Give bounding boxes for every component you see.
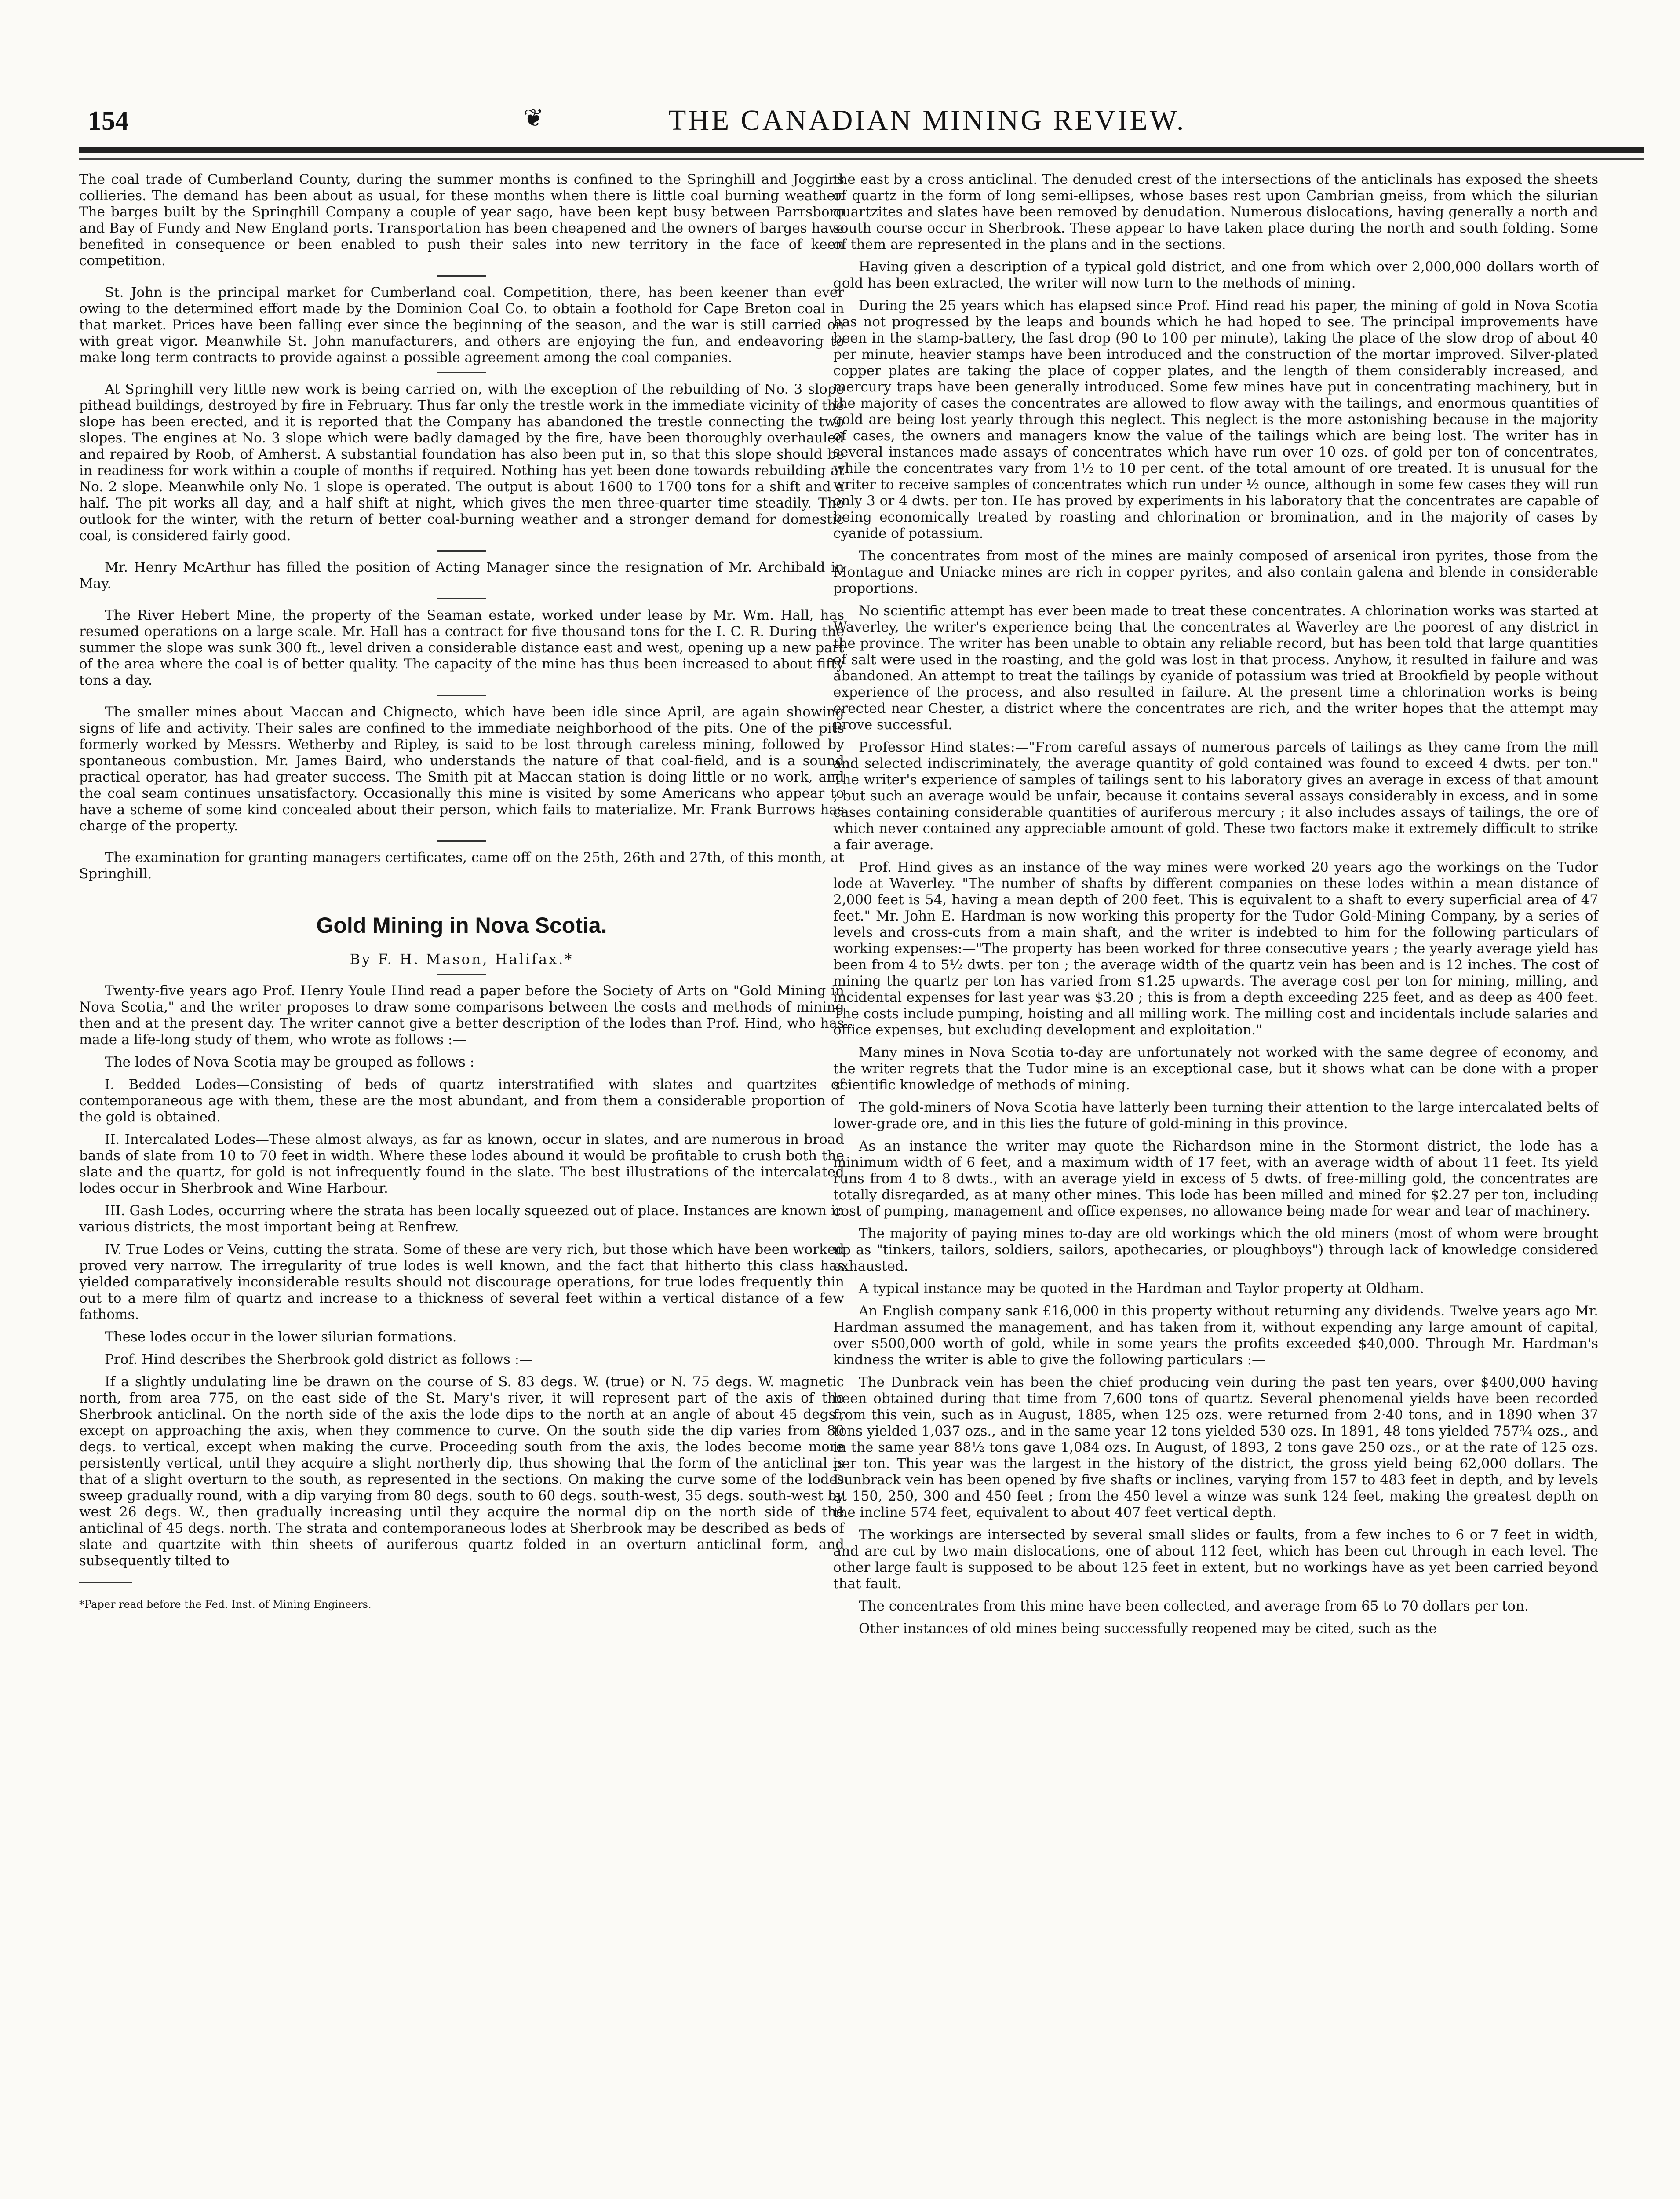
journal-title: THE CANADIAN MINING REVIEW. xyxy=(668,104,1186,136)
footnote: *Paper read before the Fed. Inst. of Mining Engineers. xyxy=(79,1598,372,1611)
right-column xyxy=(833,172,1598,1643)
paragraph: If a slightly undulating line be drawn on the course of S. 83 degs. W. (true) or N. 75 degs. W. magnetic north, from area 775, on the east side of the St. Mary's river, it will represent part of the axis of the Sherbrook anticlinal. On the north side of the axis the lode dips to the north at an angle of about 45 degs., except on approaching the axis, when they commence to curve. On the south side the dip varies from 80 degs. to vertical, except when making the curve. Proceeding south from the axis, the lodes become more persistently vertical, until they acquire a slight northerly dip, thus showing that the form of the anticlinal is that of a slight overturn to the south, as represented in the sections. On making the curve some of the lodes sweep gradually round, with a dip varying from 80 degs. south to 60 degs. south-west, 35 degs. south-west by west 26 degs. W., then gradually increasing until they acquire the normal dip on the north side of the anticlinal of 45 degs. north. The strata and contemporaneous lodes at Sherbrook may be described as beds of slate and quartzite with thin sheets of auriferous quartz folded in an overturn anticlinal form, and subsequently tilted to xyxy=(79,1374,844,1569)
paragraph: The examination for granting managers certificates, came off on the 25th, 26th and 27th, of this month, at Springhill. xyxy=(79,850,844,882)
paragraph: The Dunbrack vein has been the chief producing vein during the past ten years, over $400,000 having been obtained during that time from 7,600 tons of quartz. Several phenomenal yields have been recorded from this vein, such as in August, 1885, when 125 ozs. were returned from 2·40 tons, and in 1890 when 37 tons yielded 1,037 ozs., and in the same year 12 tons yielded 530 ozs. In 1891, 48 tons yielded 757¾ ozs., and in the same year 88½ tons gave 1,084 ozs. In August, of 1893, 2 tons gave 250 ozs., or at the rate of 125 ozs. per ton. This year was the largest in the history of the district, the gross yield being 62,000 dollars. The Dunbrack vein has been opened by five shafts or inclines, varying from 157 to 483 feet in depth, and by levels at 150, 250, 300 and 450 feet ; from the 450 level a winze was sunk 124 feet, making the greatest depth on the incline 574 feet, equivalent to about 407 feet vertical depth. xyxy=(833,1374,1598,1520)
header-rule-thin xyxy=(79,158,1644,160)
paragraph: II. Intercalated Lodes—These almost always, as far as known, occur in slates, and are numerous in broad bands of slate from 10 to 70 feet in width. Where these lodes abound it would be profitable to crush both the slate and the quartz, for gold is not infrequently found in the slate. The best illustrations of the intercalated lodes occur in Sherbrook and Wine Harbour. xyxy=(79,1132,844,1196)
paragraph: The gold-miners of Nova Scotia have latterly been turning their attention to the large intercalated belts of lower-grade ore, and in this lies the future of gold-mining in this province. xyxy=(833,1100,1598,1132)
footnote-rule xyxy=(79,1582,132,1583)
paragraph: The concentrates from most of the mines are mainly composed of arsenical iron pyrites, those from the Montague and Uniacke mines are rich in copper pyrites, and also contain galena and blende in considerable proportions. xyxy=(833,548,1598,596)
paragraph: IV. True Lodes or Veins, cutting the strata. Some of these are very rich, but those which have been worked proved very narrow. The irregularity of true lodes is well known, and the fact that hitherto this class has yielded comparatively inconsiderable results should not discourage operations, for true lodes frequently thin out to a mere film of quartz and increase to a thickness of several feet within a vertical distance of a few fathoms. xyxy=(79,1242,844,1322)
paragraph: Other instances of old mines being successfully reopened may be cited, such as the xyxy=(859,1621,1437,1636)
section-divider xyxy=(437,695,486,696)
paragraph: During the 25 years which has elapsed since Prof. Hind read his paper, the mining of gold in Nova Scotia has not progressed by the leaps and bounds which he had hoped to see. The principal improvements have been in the stamp-battery, the fast drop (90 to 100 per minute), taking the place of the slow drop of about 40 per minute, heavier stamps have been introduced and the construction of the mortar improved. Silver-plated copper plates are taking the place of copper plates, and the length of them considerably increased, and mercury traps have been generally introduced. Some few mines have put in concentrating machinery, but in the majority of cases the concentrates are allowed to flow away with the tailings, and enormous quantities of gold are being lost yearly through this neglect. This neglect is the more astonishing because in the majority of cases, the owners and managers know the value of the tailings which are being lost. The writer has in several instances made assays of concentrates which have run over 10 ozs. of gold per ton of concentrates, while the concentrates vary from 1½ to 10 per cent. of the total amount of ore treated. It is unusual for the writer to receive samples of concentrates which run under ½ ounce, although in some few cases they will run only 3 or 4 dwts. per ton. He has proved by experiments in his laboratory that the concentrates are capable of being economically treated by roasting and chlorination or bromination, and in the majority of cases by cyanide of potassium. xyxy=(833,298,1598,541)
article-byline: By F. H. Mason, Halifax.* xyxy=(350,951,574,968)
section-divider xyxy=(437,275,486,277)
left-column xyxy=(79,172,844,1613)
paragraph: As an instance the writer may quote the Richardson mine in the Stormont district, the lode has a minimum width of 6 feet, and a maximum width of 17 feet, with an average width of about 11 feet. Its yield runs from 4 to 8 dwts., with an average yield in excess of 5 dwts. of free-milling gold, the concentrates are totally disregarded, as at many other mines. This lode has been milled and mined for $2.27 per ton, including cost of pumping, management and office expenses, no allowance being made for wear and tear of machinery. xyxy=(833,1138,1598,1219)
section-divider xyxy=(437,550,486,552)
paragraph: The concentrates from this mine have been collected, and average from 65 to 70 dollars per ton. xyxy=(859,1598,1529,1614)
paragraph: These lodes occur in the lower silurian formations. xyxy=(105,1329,457,1345)
page-header xyxy=(79,92,1618,141)
paragraph: The workings are intersected by several small slides or faults, from a few inches to 6 or 7 feet in width, and are cut by two main dislocations, one of about 112 feet, which has been cut through in each level. The other large fault is supposed to be about 125 feet in extent, but no workings have as yet been carried beyond that fault. xyxy=(833,1527,1598,1592)
paragraph: The coal trade of Cumberland County, during the summer months is confined to the Springhill and Joggins collieries. The demand has been about as usual, for these months when there is little coal burning weather. The barges built by the Springhill Company a couple of year sago, have been kept busy between Parrsboro and Bay of Fundy and New England ports. Transportation has been cheapened and the owners of barges have benefited in consequence or been enabled to push their sales into new territory in the face of keen competition. xyxy=(79,172,844,269)
header-rule xyxy=(79,147,1644,153)
paragraph: An English company sank £16,000 in this property without returning any dividends. Twelve years ago Mr. Hardman assumed the management, and has taken from it, without expending any large amount of capital, over $500,000 worth of gold, while in some years the profits exceeded $40,000. Through Mr. Hardman's kindness the writer is able to give the following particulars :— xyxy=(833,1303,1598,1368)
paragraph: Prof. Hind gives as an instance of the way mines were worked 20 years ago the workings on the Tudor lode at Waverley. "The number of shafts by different companies on these lodes within a mean distance of 2,000 feet is 54, having a mean depth of 200 feet. This is equivalent to a shaft to every superficial area of 47 feet." Mr. John E. Hardman is now working this property for the Tudor Gold-Mining Company, by a series of levels and cross-cuts from a main shaft, and the writer is indebted to him for the following particulars of working expenses:—"The property has been worked for three consecutive years ; the yearly average yield has been from 4 to 5½ dwts. per ton ; the average width of the quartz vein has been and is 12 inches. The cost of mining the quartz per ton has varied from $1.25 upwards. The average cost per ton for mining, milling, and incidental expenses for last year was $3.20 ; this is from a depth exceeding 225 feet, and as deep as 400 feet. The costs include pumping, hoisting and all milling work. The milling cost and incidentals include salaries and office expenses, but excluding development and exploitation." xyxy=(833,859,1598,1038)
article-title: Gold Mining in Nova Scotia. xyxy=(316,913,607,938)
paragraph: A typical instance may be quoted in the Hardman and Taylor property at Oldham. xyxy=(859,1281,1424,1297)
paragraph: No scientific attempt has ever been made to treat these concentrates. A chlorination works was started at Waverley, the writer's experience being that the concentrates at Waverley are the poorest of any district in the province. The writer has been unable to obtain any reliable record, but has been told that large quantities of salt were used in the roasting, and the gold was lost in that process. Anyhow, it resulted in failure and was abandoned. An attempt to treat the tailings by cyanide of potassium was tried at Brookfield by people without experience of the process, and also resulted in failure. At the present time a chlorination works is being erected near Chester, a district where the concentrates are rich, and the writer hopes that the attempt may prove successful. xyxy=(833,603,1598,733)
section-divider xyxy=(437,598,486,599)
paragraph: The smaller mines about Maccan and Chignecto, which have been idle since April, are again showing signs of life and activity. Their sales are confined to the immediate neighborhood of the pits. One of the pits formerly worked by Messrs. Wetherby and Ripley, is said to be lost through careless mining, followed by spontaneous combustion. Mr. James Baird, who understands the nature of that coal-field, and is a sound practical operator, has had greater success. The Smith pit at Maccan station is doing little or no work, and the coal seam continues unsatisfactory. Occasionally this mine is visited by some Americans who appear to have a scheme of some kind concealed about their person, which fails to materialize. Mr. Frank Burrows has charge of the property. xyxy=(79,704,844,834)
paragraph: St. John is the principal market for Cumberland coal. Competition, there, has been keener than ever owing to the determined effort made by the Dominion Coal Co. to obtain a foothold for Cape Breton coal in that market. Prices have been falling ever since the beginning of the season, and the war is still carried on with great vigor. Meanwhile St. John manufacturers, and others are enjoying the fun, and endeavoring to make long term contracts to provide against a possible agreement among the coal companies. xyxy=(79,285,844,365)
ornament-icon: ❦ xyxy=(523,104,544,132)
paragraph: The lodes of Nova Scotia may be grouped as follows : xyxy=(105,1054,475,1070)
paragraph: Mr. Henry McArthur has filled the position of Acting Manager since the resignation of Mr. Archibald in May. xyxy=(79,559,844,592)
paragraph: Professor Hind states:—"From careful assays of numerous parcels of tailings as they came from the mill and selected indiscriminately, the average quantity of gold contained was found to exceed 4 dwts. per ton." The writer's experience of samples of tailings sent to his laboratory gives an average in excess of that amount ; but such an average would be unfair, because it contains several assays considerably in excess, and in some cases containing considerable quantities of auriferous mercury ; it also includes assays of tailings, the ore of which never contained any appreciable amount of gold. These two factors make it extremely difficult to strike a fair average. xyxy=(833,739,1598,853)
paragraph: Twenty-five years ago Prof. Henry Youle Hind read a paper before the Society of Arts on "Gold Mining in Nova Scotia," and the writer proposes to draw some comparisons between the costs and methods of mining then and at the present day. The writer cannot give a better description of the lodes than Prof. Hind, who has made a life-long study of them, who wrote as follows :— xyxy=(79,983,844,1048)
paragraph: The majority of paying mines to-day are old workings which the old miners (most of whom were brought up as "tinkers, tailors, soldiers, sailors, apothecaries, or ploughboys") through lack of knowledge considered exhausted. xyxy=(833,1226,1598,1274)
paragraph: III. Gash Lodes, occurring where the strata has been locally squeezed out of place. Instances are known in various districts, the most important being at Renfrew. xyxy=(79,1203,844,1235)
paragraph: Prof. Hind describes the Sherbrook gold district as follows :— xyxy=(105,1352,533,1367)
paragraph: The River Hebert Mine, the property of the Seaman estate, worked under lease by Mr. Wm. Hall, has resumed operations on a large scale. Mr. Hall has a contract for five thousand tons for the I. C. R. During the summer the slope was sunk 300 ft., level driven a considerable distance east and west, opening up a new part of the area where the coal is of better quality. The capacity of the mine has thus been increased to about fifty tons a day. xyxy=(79,607,844,688)
section-divider xyxy=(437,840,486,842)
paragraph: Many mines in Nova Scotia to-day are unfortunately not worked with the same degree of economy, and the writer regrets that the Tudor mine is an exceptional case, but it shows what can be done with a proper scientific knowledge of methods of mining. xyxy=(833,1045,1598,1093)
paragraph: I. Bedded Lodes—Consisting of beds of quartz interstratified with slates and quartzites of contemporaneous age with them, these are the most abundant, and from them a considerable proportion of the gold is obtained. xyxy=(79,1077,844,1125)
paragraph: At Springhill very little new work is being carried on, with the exception of the rebuilding of No. 3 slope pithead buildings, destroyed by fire in February. Thus far only the trestle work in the immediate vicinity of the slope has been erected, and it is reported that the Company has abandoned the trestle connecting the two slopes. The engines at No. 3 slope which were badly damaged by the fire, have been thoroughly overhauled and repaired by Roob, of Amherst. A substantial foundation has also been put in, so that this slope should be in readiness for work within a couple of months if required. Nothing has yet been done towards rebuilding at No. 2 slope. Meanwhile only No. 1 slope is operated. The output is about 1600 to 1700 tons for a shift and a half. The pit works all day, and a half shift at night, which gives the men three-quarter time steadily. The outlook for the winter, with the return of better coal-burning weather and a stronger demand for domestic coal, is considered fairly good. xyxy=(79,381,844,544)
section-divider xyxy=(437,372,486,373)
byline-divider xyxy=(437,974,486,975)
page-number: 154 xyxy=(88,106,129,136)
paragraph: Having given a description of a typical gold district, and one from which over 2,000,000 dollars worth of gold has been extracted, the writer will now turn to the methods of mining. xyxy=(833,259,1598,291)
paragraph: the east by a cross anticlinal. The denuded crest of the intersections of the anticlinals has exposed the sheets of quartz in the form of long semi-ellipses, whose bases rest upon Cambrian gneiss, from which the silurian quartzites and slates have been removed by denudation. Numerous dislocations, having generally a north and south course occur in Sherbrook. These appear to have taken place during the north and south folding. Some of them are represented in the plans and in the sections. xyxy=(833,172,1598,252)
